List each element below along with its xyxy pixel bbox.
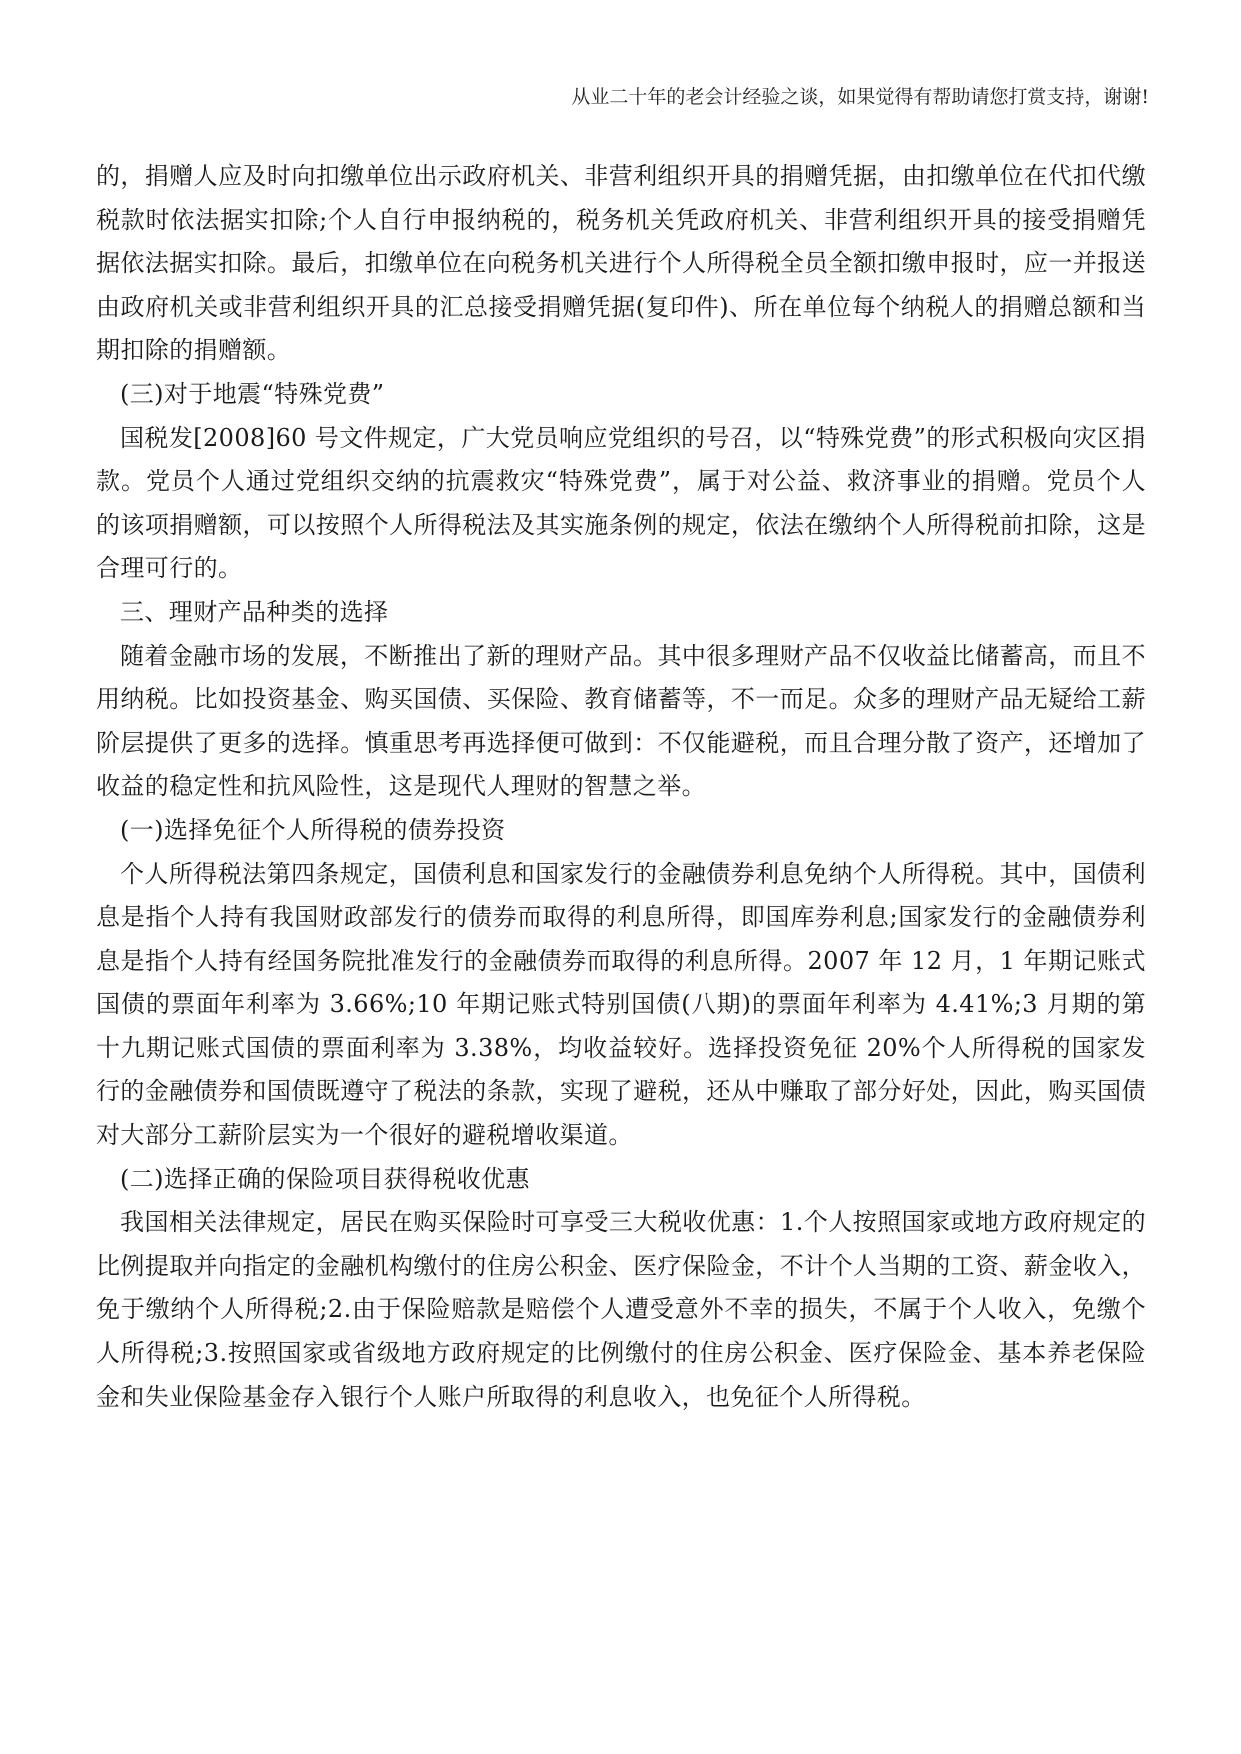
paragraph-special-party-fee: 国税发[2008]60 号文件规定，广大党员响应党组织的号召，以“特殊党费”的形式积极向灾区捐款。党员个人通过党组织交纳的抗震救灾“特殊党费”，属于对公益、救济事业的捐赠。党员个人的该项捐赠额，可以按照个人所得税法及其实施条例的规定，依法在缴纳个人所得税前扣除，这是合理可行的。: [96, 423, 1146, 583]
paragraph-financial-products: 随着金融市场的发展，不断推出了新的理财产品。其中很多理财产品不仅收益比储蓄高，而且不用纳税。比如投资基金、购买国债、买保险、教育储蓄等，不一而足。众多的理财产品无疑给工薪阶层提供了更多的选择。慎重思考再选择便可做到：不仅能避税，而且合理分散了资产，还增加了收益的稳定性和抗风险性，这是现代人理财的智慧之举。: [96, 641, 1146, 801]
section-heading-financial-products: 三、理财产品种类的选择: [120, 597, 389, 626]
paragraph-donation-deduction: 的，捐赠人应及时向扣缴单位出示政府机关、非营利组织开具的捐赠凭据，由扣缴单位在代扣代缴税款时依法据实扣除;个人自行申报纳税的，税务机关凭政府机关、非营利组织开具的接受捐赠凭据依法据实扣除。最后，扣缴单位在向税务机关进行个人所得税全员全额扣缴申报时，应一并报送由政府机关或非营利组织开具的汇总接受捐赠凭据(复印件)、所在单位每个纳税人的捐赠总额和当期扣除的捐赠额。: [96, 162, 1146, 365]
section-heading-bond-investment: (一)选择免征个人所得税的债券投资: [120, 815, 506, 844]
paragraph-insurance: 我国相关法律规定，居民在购买保险时可享受三大税收优惠：1.个人按照国家或地方政府规定的比例提取并向指定的金融机构缴付的住房公积金、医疗保险金，不计个人当期的工资、薪金收入，免于缴纳个人所得税;2.由于保险赔款是赔偿个人遭受意外不幸的损失，不属于个人收入，免缴个人所得税;3.按照国家或省级地方政府规定的比例缴付的住房公积金、医疗保险金、基本养老保险金和失业保险基金存入银行个人账户所取得的利息收入，也免征个人所得税。: [96, 1208, 1146, 1411]
document-body: [96, 155, 1146, 1419]
section-heading-insurance: (二)选择正确的保险项目获得税收优惠: [120, 1164, 530, 1193]
section-heading-special-party-fee: (三)对于地震“特殊党费”: [120, 379, 385, 408]
page-header-tagline: 从业二十年的老会计经验之谈，如果觉得有帮助请您打赏支持，谢谢!: [571, 86, 1149, 108]
paragraph-bond-investment: 个人所得税法第四条规定，国债利息和国家发行的金融债券利息免纳个人所得税。其中，国债利息是指个人持有我国财政部发行的债券而取得的利息所得，即国库券利息;国家发行的金融债券利息是指个人持有经国务院批准发行的金融债券而取得的利息所得。2007 年 12 月，1 年期记账式国债的票面年利率为 3.66%;10 年期记账式特别国债(八期)的票面年利率为 4.41%;3 月期的第十九期记账式国债的票面利率为 3.38%，均收益较好。选择投资免征 20%个人所得税的国家发行的金融债券和国债既遵守了税法的条款，实现了避税，还从中赚取了部分好处，因此，购买国债对大部分工薪阶层实为一个很好的避税增收渠道。: [96, 859, 1146, 1150]
